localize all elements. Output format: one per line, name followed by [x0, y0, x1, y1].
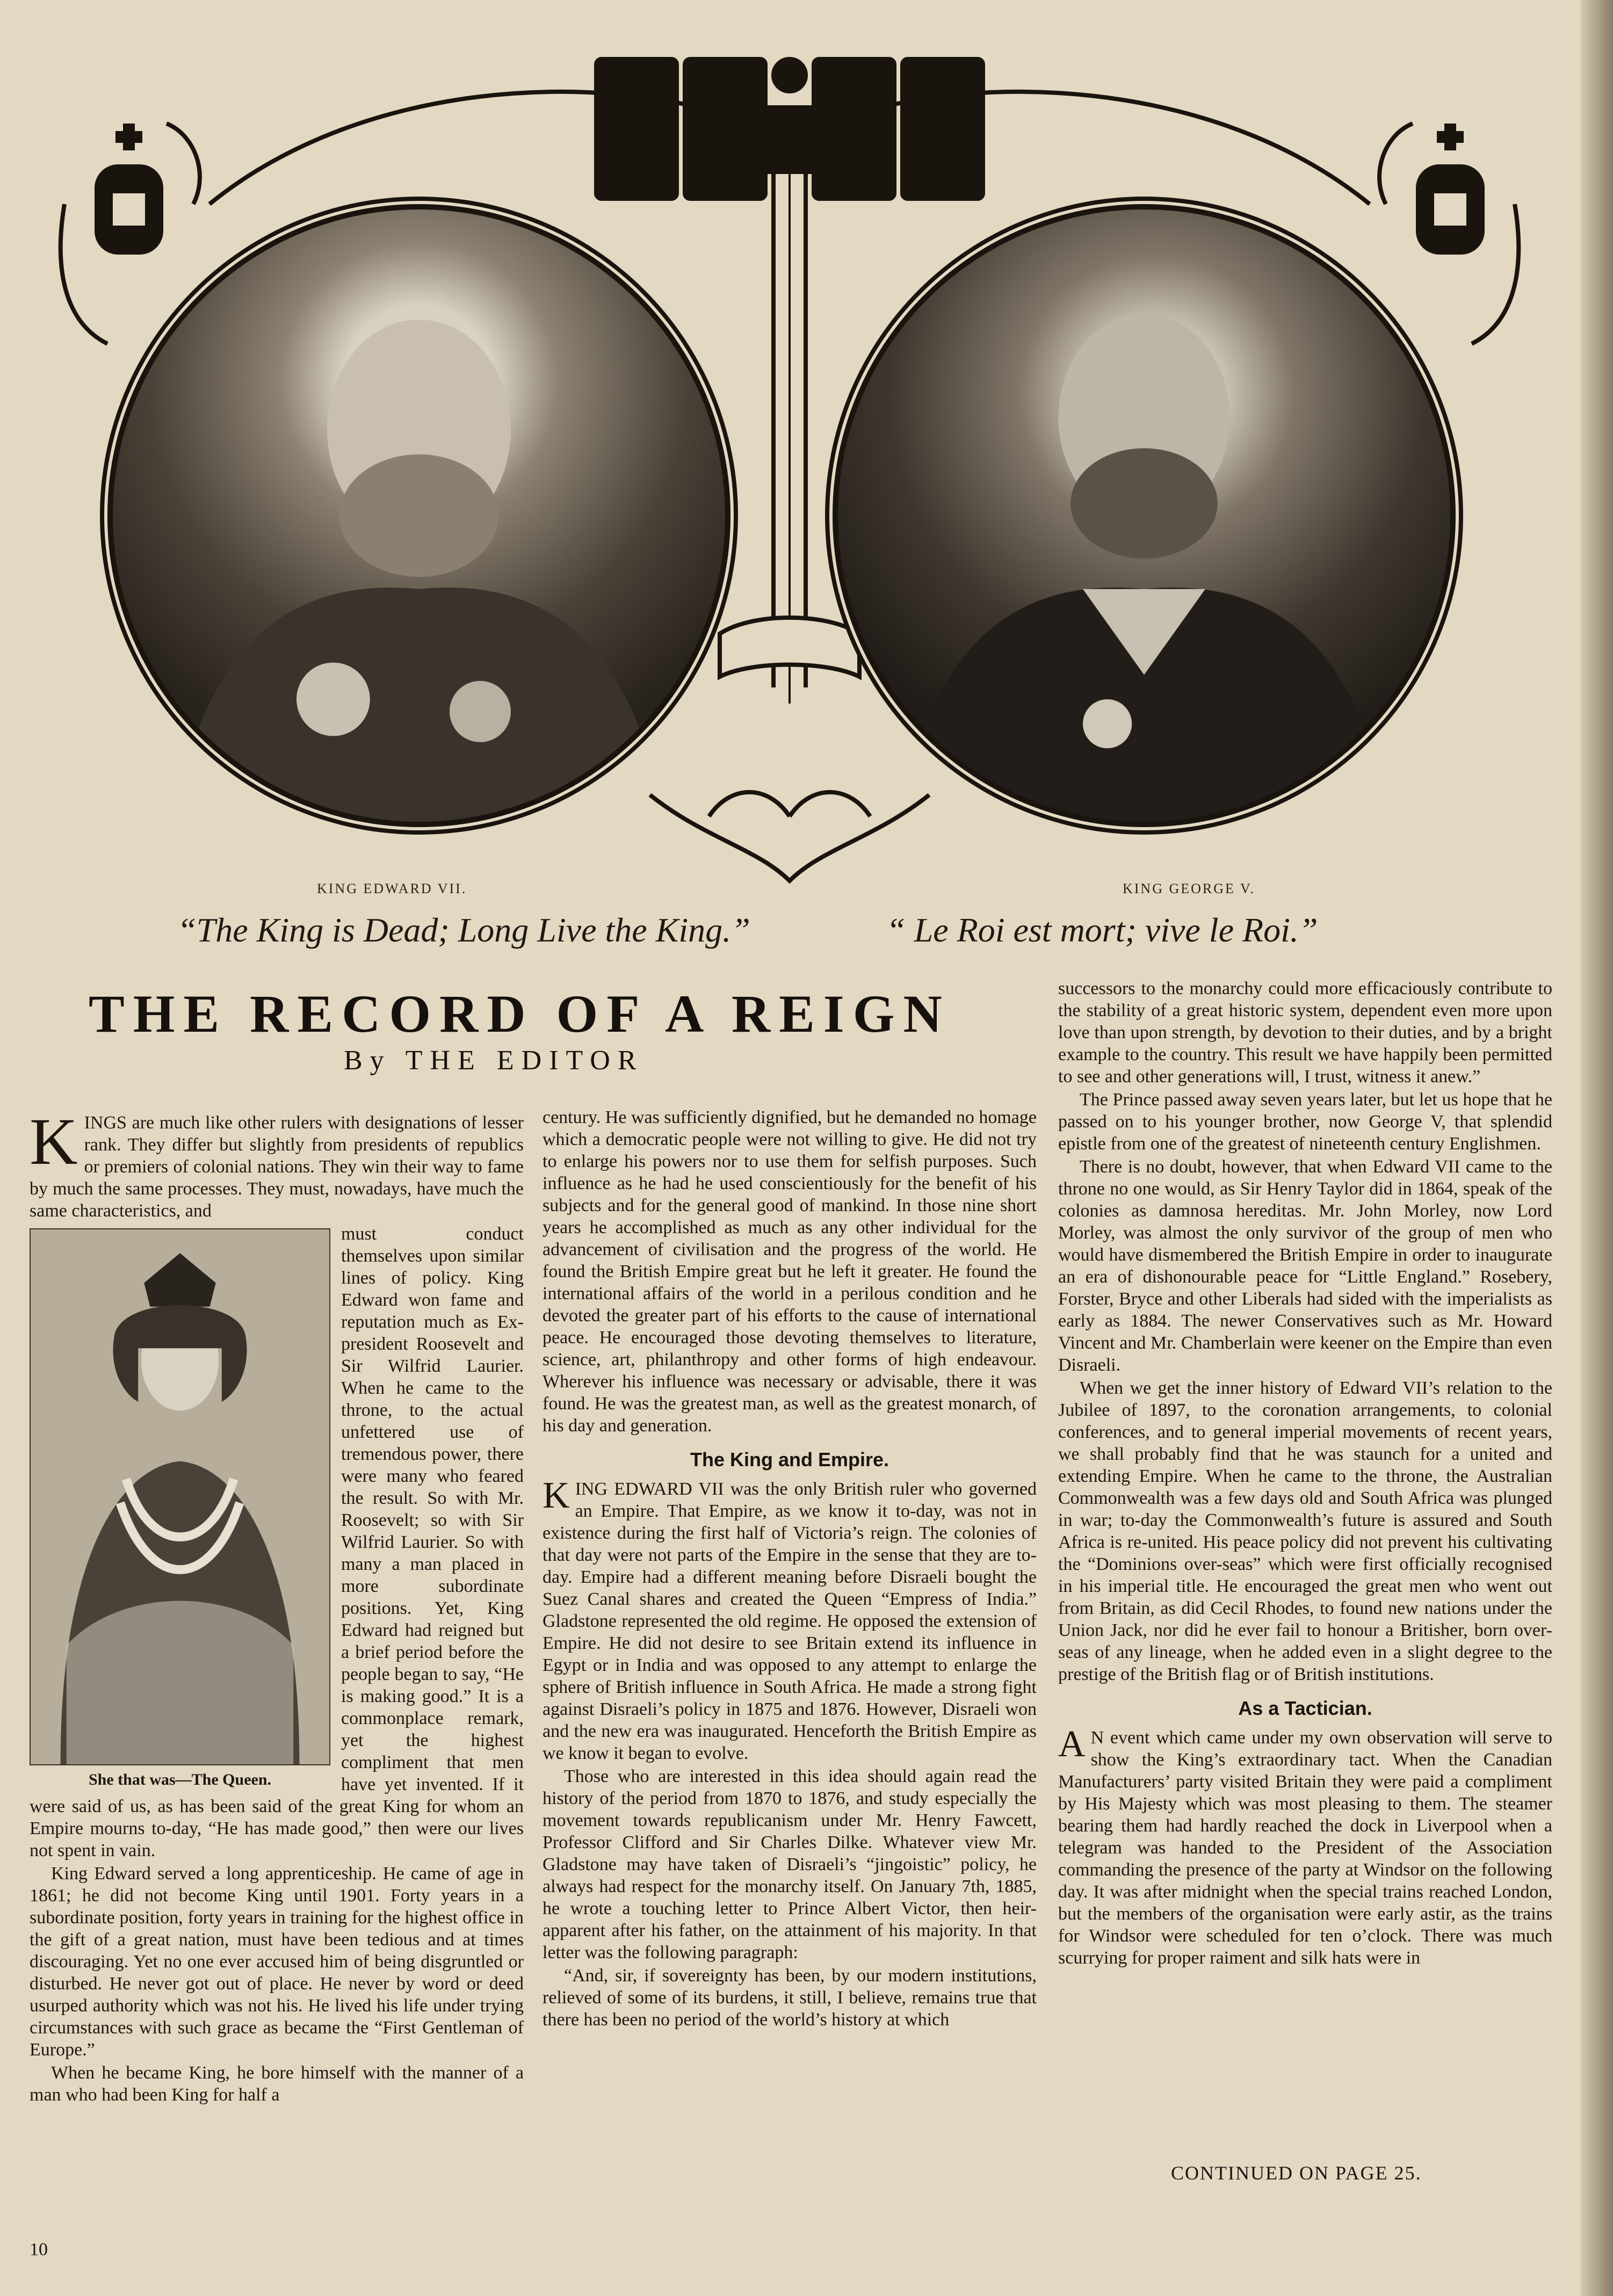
queen-photo [30, 1228, 330, 1765]
article-byline: By THE EDITOR [344, 1045, 644, 1076]
tactician-text: N event which came under my own observation will serve to show the King’s extraordinary tact. When the Canadian Manufacturers’ party visited Britain they were paid a compliment by His Majesty which was most pleasing to them. The steamer bearing them had hardly reached the dock in Liverpool when a telegram was handed to the President of the Association commanding the presence of the party at Windsor on the following day. It was after midnight when the special trains reached London, but the members of the organisation were early astir, as the trains for Windsor were scheduled for ten o’clock. There was much scurrying for proper raiment and silk hats were in [1058, 1728, 1552, 1968]
paragraph: century. He was sufficiently dignified, but he demanded no homage which a democratic people were not willing to give. He did not try to enlarge his powers nor to use them for selfish purposes. Such influence as he had he used conscientiously for the benefit of his subjects and for the general good of mankind. In those nine short years he accomplished as much as any other individual for the advancement of civilisation and the progress of the world. He found the British Empire great but he left it greater. He found the international affairs of the world in a perilous condition and he devoted the greater part of his efforts to the cause of international peace. He encouraged those devoting themselves to literature, science, art, philanthropy and other forms of high endeavour. Wherever his influence was necessary or advisable, there it was found. He was the greatest man, as well as the greatest monarch, of his day and generation. [543, 1107, 1037, 1436]
paragraph: successors to the monarchy could more efficaciously contribute to the stability of a great historic system, dependent even more upon love than upon strength, by devotion to their duties, and by a bright example to the country. This result we have happily been permitted to see and other generations will, I trust, witness it anew.” [1058, 979, 1552, 1087]
portrait-king-edward [107, 204, 730, 827]
column-1 [30, 1105, 524, 2107]
intro-text-b: must conduct themselves upon similar lines of policy. King Edward won fame and reputation much as Ex-president Roosevelt and Sir Wilfrid Laurier. When he came to the throne, to the actual unfettered use of tremendous power, there were many who feared the result. So with Mr. Roosevelt; so with Sir Wilfrid Laurier. So with many a man placed in more subordinate positions. Yet, King Edward had reigned but a brief period before the people began to say, “He is making good.” It is a commonplace remark, yet the highest compliment that men have yet invented. If it were said of us, as has been said of the great King for whom an Empire mourns to-day, “He has made good,” then were our lives not spent in vain. [30, 1224, 524, 1860]
caption-king-george: KING GEORGE V. [1123, 881, 1255, 896]
page-number: 10 [30, 2240, 48, 2259]
drop-cap: K [543, 1475, 570, 1516]
subhead-tactician: As a Tactician. [1238, 1697, 1372, 1719]
paragraph: King Edward served a long apprenticeship. He came of age in 1861; he did not become King until 1901. Forty years in a subordinate position, forty years in training for the highest office in the gift of a great nation, must have been tedious and at times discouraging. Yet no one ever accused him of being disgruntled or disturbed. He never got out of place. He never by word or deed usurped authority which was not his. He lived his life under trying circumstances with such grace as became the “First Gentleman of Europe.” [30, 1864, 524, 2060]
empire-text: ING EDWARD VII was the only British ruler who governed an Empire. That Empire, as we know it to-day, was not in existence during the first half of Victoria’s reign. The colonies of that day were not parts of the Empire in the sense that they are to-day. Empire had a different meaning before Disraeli bought the Suez Canal shares and created the Queen “Empress of India.” Gladstone represented the old regime. He opposed the extension of Empire. He did not desire to see Britain extend its influence in Egypt or in India and was opposed to any attempt to enlarge the sphere of British influence in South Africa. He made a strong fight against Disraeli’s policy in 1875 and 1876. However, Disraeli won and the new era was inaugurated. Henceforth the British Empire as we know it began to evolve. [543, 1479, 1037, 1763]
portrait-king-george [833, 204, 1456, 827]
paragraph: There is no doubt, however, that when Edward VII came to the throne no one would, as Sir Henry Taylor did in 1864, speak of the colonies as damnosa hereditas. Mr. John Morley, now Lord Morley, was almost the only survivor of the group of men who would have dismembered the British Empire in order to inaugurate an era of dishonourable peace for “Little England.” Rosebery, Forster, Bryce and other Liberals had sided with the imperialists as early as 1884. The newer Conservatives such as Mr. Howard Vincent and Mr. Chamberlain were keener on the Empire than even Disraeli. [1058, 1157, 1552, 1375]
paragraph [543, 1475, 1037, 1764]
paragraph: When he became King, he bore himself with the manner of a man who had been King for half a [30, 2063, 524, 2105]
paragraph [1058, 1723, 1552, 1969]
page-gutter-shadow [1581, 0, 1613, 2296]
intro-text-a: INGS are much like other rulers with designations of lesser rank. They differ but slightly from presidents of republics or premiers of colonial nations. They win their way to fame by much the same processes. They must, nowadays, have much the same characteristics, and [30, 1113, 524, 1221]
quote-french: “ Le Roi est mort; vive le Roi.” [886, 911, 1318, 949]
paragraph: “And, sir, if sovereignty has been, by our modern institutions, relieved of some of its burdens, it still, I believe, remains true that there has been no period of the world’s history at which [543, 1966, 1037, 2030]
paragraph [30, 1105, 524, 1222]
caption-king-edward: KING EDWARD VII. [317, 881, 467, 896]
column-3 [1058, 977, 1552, 1970]
queen-caption: She that was—The Queen. [88, 1771, 272, 1788]
paragraph: When we get the inner history of Edward VII’s relation to the Jubilee of 1897, to the coronation arrangements, to colonial conferences, and to general imperial movements of recent years, we shall probably find that he was staunch for a united and extending Empire. When he came to the throne, the Australian Commonwealth was a few days old and South Africa was plunged in war; to-day the Commonwealth’s future is assured and South Africa is re-united. His peace policy did not prevent his cultivating the “Dominions over-seas” which were first officially recognised in his imperial title. He encouraged the great men who went out from Britain, as did Cecil Rhodes, to found new nations under the Union Jack, nor did he ever fail to honour a Britisher, born over-seas of any lineage, when he added even in a slight degree to the prestige of the British flag or of British institutions. [1058, 1378, 1552, 1684]
quote-english: “The King is Dead; Long Live the King.” [177, 911, 750, 949]
queen-portrait-icon [31, 1229, 329, 1764]
continued-note: CONTINUED ON PAGE 25. [1171, 2162, 1422, 2184]
drop-cap: A [1058, 1723, 1086, 1765]
header-ornament [32, 43, 1547, 892]
paragraph: Those who are interested in this idea should again read the history of the period from 1870 to 1876, and study especially the movement towards republicanism under Mr. Henry Fawcett, Professor Clifford and Sir Charles Dilke. Whatever view Mr. Gladstone may have taken of Disraeli’s “jingoistic” policy, he always had respect for the monarchy itself. On January 7th, 1885, he wrote a touching letter to Prince Albert Victor, then heir-apparent after his father, on the attainment of his majority. In that letter was the following paragraph: [543, 1766, 1037, 1962]
king-edward-portrait-icon [113, 209, 725, 822]
drop-cap: K [30, 1105, 78, 1178]
subhead-king-and-empire: The King and Empire. [690, 1448, 889, 1471]
column-2 [543, 1106, 1037, 2032]
king-george-portrait-icon [838, 209, 1450, 822]
paragraph: The Prince passed away seven years later, but let us hope that he passed on to his younger brother, now George V, that splendid epistle from one of the greatest of nineteenth century Englishmen. [1058, 1090, 1552, 1154]
article-title: THE RECORD OF A REIGN [89, 984, 951, 1044]
queen-figure [30, 1228, 330, 1791]
